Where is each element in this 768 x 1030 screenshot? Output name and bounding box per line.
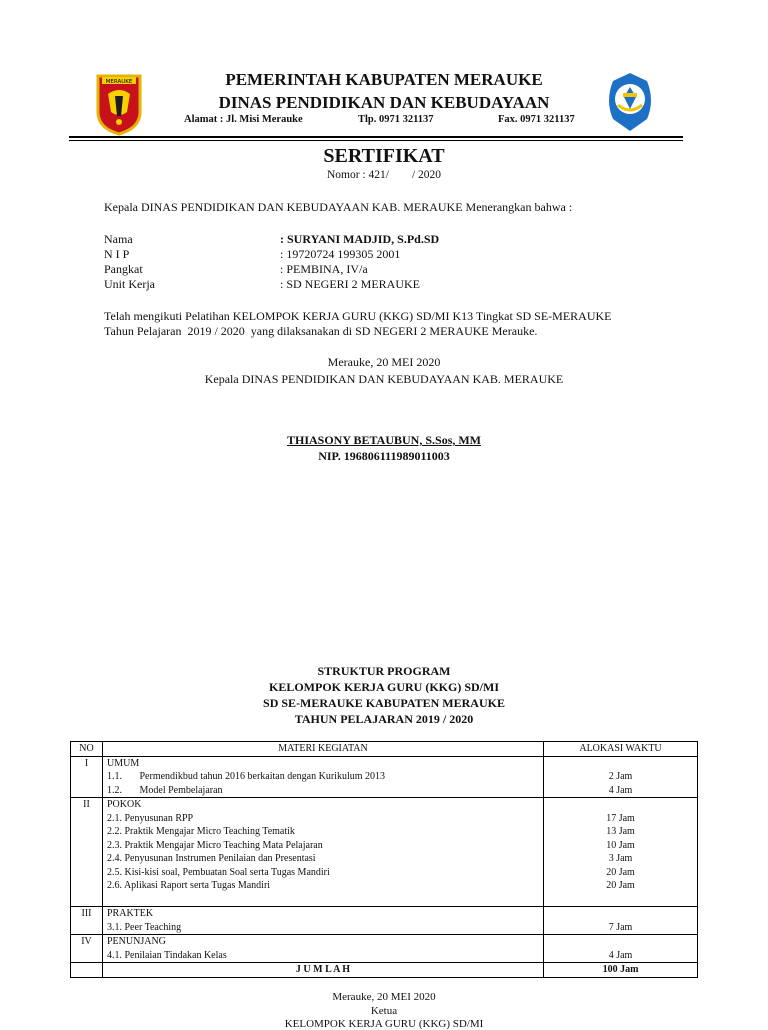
header-rule-thin — [69, 140, 683, 141]
statement-line2: Tahun Pelajaran 2019 / 2020 yang dilaksanakan di SD NEGERI 2 MERAUKE Merauke. — [104, 324, 538, 338]
item-time: 13 Jam — [606, 826, 635, 837]
agency-name-line1: PEMERINTAH KABUPATEN MERAUKE — [225, 70, 543, 89]
header-rule-thick — [69, 136, 683, 138]
field-value-nama: : SURYANI MADJID, S.Pd.SD — [280, 232, 440, 246]
col-no: NO — [71, 742, 103, 757]
item-label: 1.1. Permendikbud tahun 2016 berkaitan dengan Kurikulum 2013 — [107, 771, 386, 782]
item-time: 20 Jam — [606, 866, 635, 878]
item-time: 10 Jam — [606, 839, 635, 851]
section-no: III — [71, 907, 103, 935]
place-date: Merauke, 20 MEI 2020 — [327, 355, 441, 369]
left-logo-text: MERAUKE — [105, 79, 133, 85]
section-name: PENUNJANG — [107, 936, 166, 947]
table-row — [71, 798, 698, 907]
item-label: 3.1. Peer Teaching — [107, 921, 182, 933]
address-text: Alamat : Jl. Misi Merauke — [184, 114, 303, 125]
item-label: 2.6. Aplikasi Raport serta Tugas Mandiri — [107, 880, 271, 891]
total-row — [71, 963, 698, 978]
statement-line1: Telah mengikuti Pelatihan KELOMPOK KERJA GURU (KKG) SD/MI K13 Tingkat SD SE-MERAUKE — [104, 309, 612, 323]
table-header-row — [71, 742, 698, 757]
section-no: IV — [71, 935, 103, 963]
field-value-pangkat: : PEMBINA, IV/a — [280, 262, 368, 276]
item-time: 17 Jam — [606, 812, 635, 824]
agency-name-line2: DINAS PENDIDIKAN DAN KEBUDAYAAN — [218, 93, 550, 112]
section-name: PRAKTEK — [107, 908, 154, 919]
total-value: 100 Jam — [544, 963, 698, 978]
section-no: I — [71, 756, 103, 798]
phone-text: Tlp. 0971 321137 — [358, 114, 434, 125]
item-time: 4 Jam — [608, 784, 633, 796]
item-label: 1.2. Model Pembelajaran — [107, 784, 223, 796]
footer-role: Ketua — [370, 1005, 398, 1017]
signer-nip: NIP. 196806111989011003 — [318, 449, 450, 463]
field-label-nama: Nama — [104, 232, 133, 246]
footer-place-date: Merauke, 20 MEI 2020 — [332, 991, 436, 1003]
field-label-nip: N I P — [104, 247, 130, 261]
col-materi: MATERI KEGIATAN — [103, 742, 544, 757]
item-label: 4.1. Penilaian Tindakan Kelas — [107, 949, 227, 961]
item-label: 2.4. Penyusunan Instrumen Penilaian dan Presentasi — [107, 853, 316, 864]
section-name: UMUM — [107, 757, 140, 769]
program-table — [70, 741, 698, 978]
col-alokasi: ALOKASI WAKTU — [544, 742, 698, 757]
program-title-2: KELOMPOK KERJA GURU (KKG) SD/MI — [268, 680, 499, 694]
program-title-1: STRUKTUR PROGRAM — [317, 664, 451, 678]
item-time: 4 Jam — [608, 949, 633, 961]
item-label: 2.5. Kisi-kisi soal, Pembuatan Soal serta Tugas Mandiri — [107, 866, 330, 878]
certificate-title: SERTIFIKAT — [323, 145, 445, 167]
item-time: 2 Jam — [608, 771, 633, 782]
item-label: 2.2. Praktik Mengajar Micro Teaching Tematik — [107, 826, 295, 837]
footer-org: KELOMPOK KERJA GURU (KKG) SD/MI — [284, 1018, 484, 1030]
field-label-unit-kerja: Unit Kerja — [104, 277, 155, 291]
program-title-3: SD SE-MERAUKE KABUPATEN MERAUKE — [263, 696, 505, 710]
section-name: POKOK — [107, 799, 142, 810]
table-row — [71, 907, 698, 935]
total-label: J U M L A H — [103, 963, 544, 978]
signer-name: THIASONY BETAUBUN, S.Sos, MM — [286, 433, 482, 447]
item-time: 3 Jam — [608, 853, 633, 864]
intro-text: Kepala DINAS PENDIDIKAN DAN KEBUDAYAAN KAB. MERAUKE Menerangkan bahwa : — [104, 200, 573, 214]
table-row — [71, 935, 698, 963]
field-label-pangkat: Pangkat — [104, 262, 143, 276]
item-time: 20 Jam — [606, 880, 635, 891]
fax-text: Fax. 0971 321137 — [498, 114, 575, 125]
item-time: 7 Jam — [608, 921, 633, 933]
certificate-number: Nomor : 421/ / 2020 — [326, 169, 442, 181]
program-title-4: TAHUN PELAJARAN 2019 / 2020 — [294, 712, 474, 726]
table-row — [71, 756, 698, 798]
item-label: 2.1. Penyusunan RPP — [107, 812, 194, 824]
field-value-unit-kerja: : SD NEGERI 2 MERAUKE — [280, 277, 420, 291]
section-no: II — [71, 798, 103, 907]
signer-title: Kepala DINAS PENDIDIKAN DAN KEBUDAYAAN KAB. MERAUKE — [204, 372, 564, 386]
field-value-nip: : 19720724 199305 2001 — [280, 247, 401, 261]
merauke-regency-emblem-icon — [94, 72, 144, 136]
item-label: 2.3. Praktik Mengajar Micro Teaching Mata Pelajaran — [107, 839, 323, 851]
